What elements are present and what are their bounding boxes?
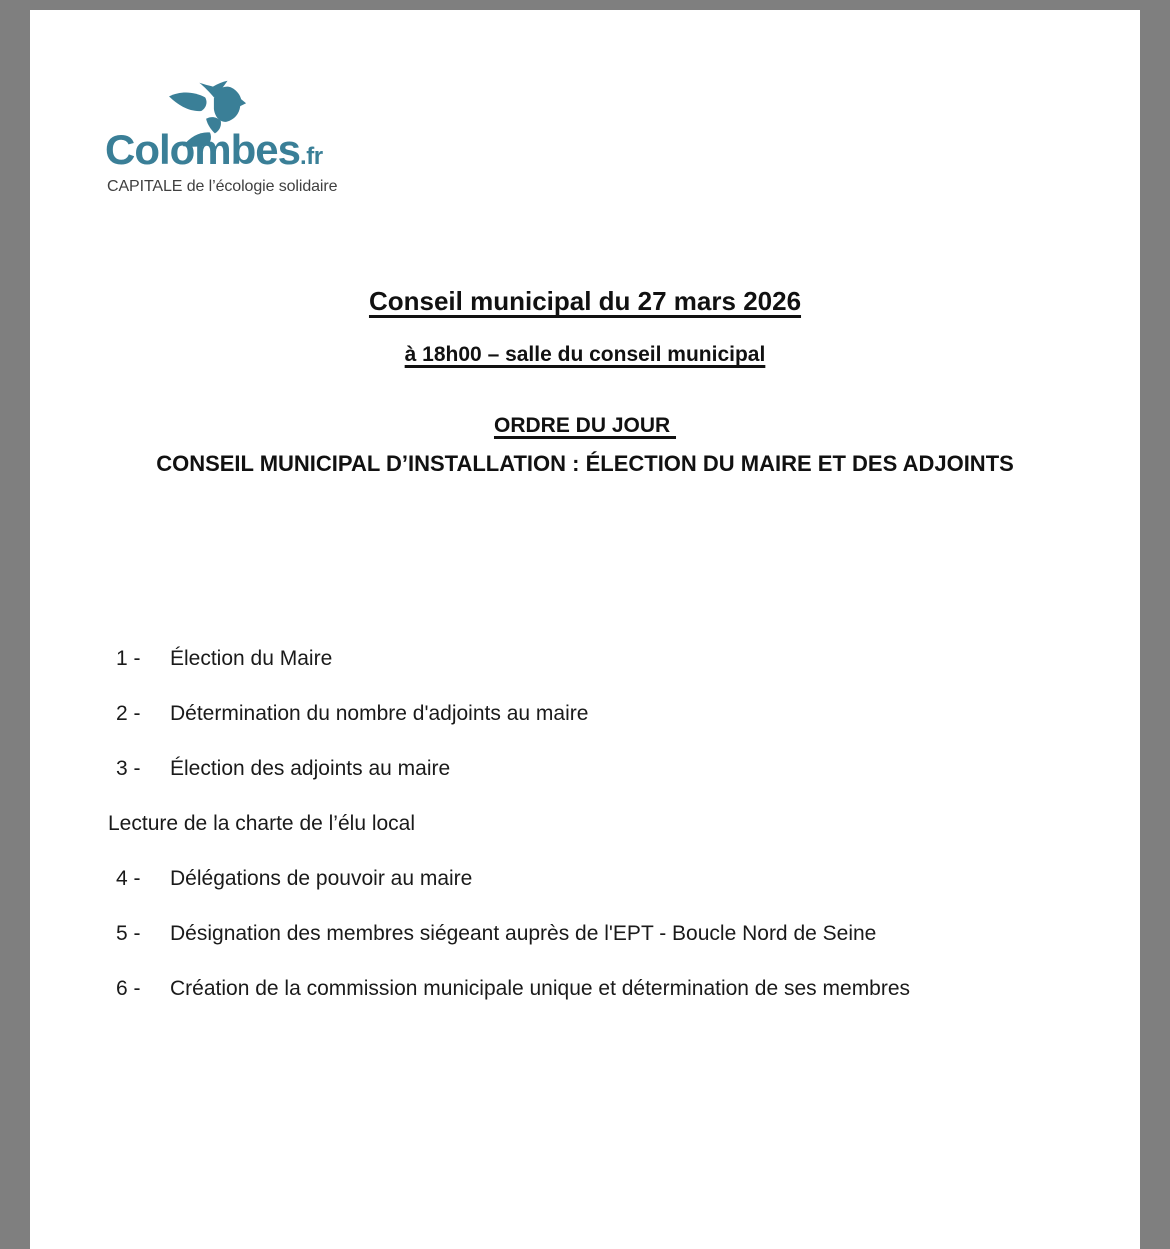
document-subtitle: à 18h00 – salle du conseil municipal bbox=[404, 343, 766, 366]
agenda-note-lecture-charte bbox=[108, 812, 1100, 836]
agenda-item-5 bbox=[116, 922, 1100, 946]
agenda-item-3 bbox=[116, 757, 1100, 781]
document-page bbox=[30, 10, 1140, 1249]
agenda-item-label: Création de la commission municipale unique et détermination de ses membres bbox=[170, 977, 911, 1000]
agenda-item-label: Élection des adjoints au maire bbox=[170, 757, 451, 780]
agenda-item-1 bbox=[116, 647, 1100, 671]
agenda-item-number: 2 - bbox=[116, 702, 141, 725]
section-heading-ordre-du-jour: ORDRE DU JOUR bbox=[493, 414, 677, 437]
logo-brand-suffix: .fr bbox=[300, 143, 323, 170]
logo-wordmark bbox=[105, 127, 323, 173]
agenda-item-6 bbox=[116, 977, 1100, 1001]
session-heading: CONSEIL MUNICIPAL D’INSTALLATION : ÉLECTION DU MAIRE ET DES ADJOINTS bbox=[156, 451, 1014, 476]
agenda-item-2 bbox=[116, 702, 1100, 726]
agenda-item-number: 1 - bbox=[116, 647, 141, 670]
agenda-item-label: Délégations de pouvoir au maire bbox=[170, 867, 473, 890]
colombes-logo bbox=[105, 72, 405, 212]
agenda-item-label: Désignation des membres siégeant auprès de l'EPT - Boucle Nord de Seine bbox=[170, 922, 877, 945]
agenda-item-number: 6 - bbox=[116, 977, 141, 1000]
logo-brand: Colombes bbox=[105, 126, 301, 173]
agenda-item-label: Détermination du nombre d'adjoints au maire bbox=[170, 702, 589, 725]
agenda-item-number: 4 - bbox=[116, 867, 141, 890]
agenda-note-label: Lecture de la charte de l’élu local bbox=[108, 812, 416, 835]
agenda-item-number: 3 - bbox=[116, 757, 141, 780]
agenda-item-4 bbox=[116, 867, 1100, 891]
agenda-item-number: 5 - bbox=[116, 922, 141, 945]
document-title: Conseil municipal du 27 mars 2026 bbox=[368, 286, 802, 316]
agenda-item-label: Élection du Maire bbox=[170, 647, 333, 670]
logo-tagline: CAPITALE de l’écologie solidaire bbox=[107, 178, 338, 195]
agenda-list bbox=[108, 647, 1100, 1032]
